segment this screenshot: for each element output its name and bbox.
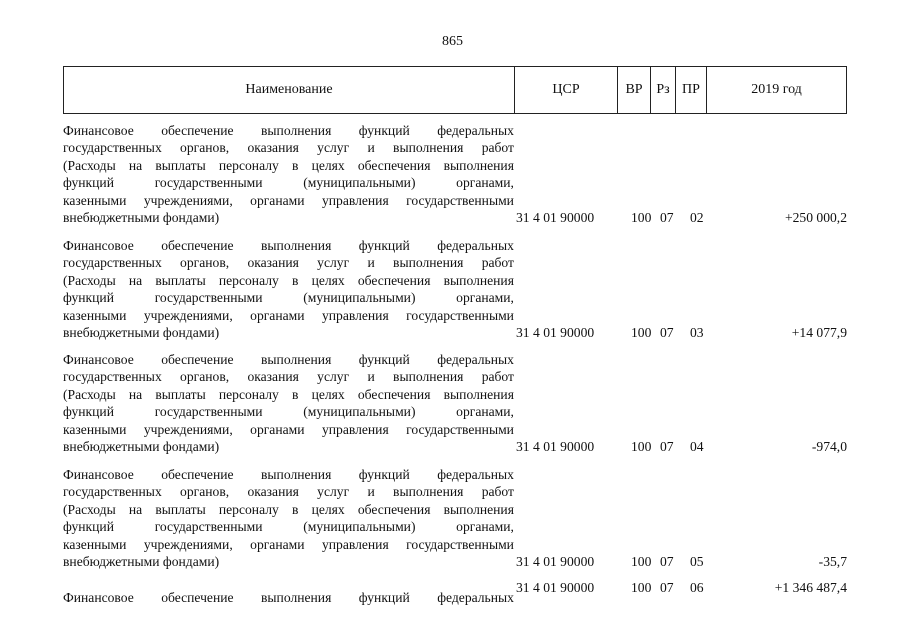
vr-code: 100	[631, 209, 652, 225]
pr-code: 03	[690, 324, 704, 340]
description-line: (Расходы на выплаты персоналу в целях обеспечения выполнения	[63, 501, 514, 517]
rz-code: 07	[660, 580, 674, 595]
description-line: внебюджетными фондами)	[63, 324, 220, 340]
rz-code: 07	[660, 438, 674, 454]
description-line: государственных органов, оказания услуг и выполнения работ	[63, 369, 514, 385]
description-line: (Расходы на выплаты персоналу в целях обеспечения выполнения	[63, 272, 514, 288]
description-line: Финансовое обеспечение выполнения функций федеральных	[63, 590, 514, 605]
amount-value: -974,0	[811, 438, 847, 454]
csr-code: 31 4 01 90000	[516, 209, 595, 225]
pr-code: 05	[690, 553, 704, 569]
row-codes	[63, 438, 847, 455]
rz-code: 07	[660, 209, 674, 225]
description-line: внебюджетными фондами)	[63, 553, 220, 569]
csr-code: 31 4 01 90000	[516, 553, 595, 569]
vr-code: 100	[631, 580, 652, 595]
description-line: Финансовое обеспечение выполнения функций федеральных	[63, 238, 514, 253]
row-codes	[63, 553, 847, 570]
rz-code: 07	[660, 553, 674, 569]
pr-code: 02	[690, 209, 704, 225]
amount-value: +250 000,2	[784, 209, 847, 225]
table-row	[63, 466, 847, 570]
vr-code: 100	[631, 553, 652, 569]
csr-code: 31 4 01 90000	[516, 438, 595, 454]
description-line: государственных органов, оказания услуг и выполнения работ	[63, 484, 514, 500]
pr-code: 06	[690, 580, 704, 595]
vr-code: 100	[631, 438, 652, 454]
header-rz: Рз	[651, 67, 676, 113]
csr-code: 31 4 01 90000	[516, 324, 595, 340]
pr-code: 04	[690, 438, 704, 454]
table-header	[63, 66, 847, 114]
description-line: государственных органов, оказания услуг и выполнения работ	[63, 255, 514, 271]
row-codes	[63, 209, 847, 226]
description-line: Финансовое обеспечение выполнения функций федеральных	[63, 467, 514, 482]
description-line: (Расходы на выплаты персоналу в целях обеспечения выполнения	[63, 157, 514, 173]
amount-value: -35,7	[818, 553, 847, 569]
table-row	[63, 237, 847, 341]
description-line: государственных органов, оказания услуг и выполнения работ	[63, 140, 514, 156]
header-csr: ЦСР	[515, 67, 618, 113]
header-vr: ВР	[618, 67, 651, 113]
description-line: функций государственными (муниципальными) органами,	[63, 404, 514, 420]
description-line: казенными учреждениями, органами управления государственными	[63, 192, 514, 208]
csr-code: 31 4 01 90000	[516, 580, 595, 595]
table-row	[63, 351, 847, 455]
header-year: 2019 год	[751, 82, 802, 97]
table-row	[63, 122, 847, 226]
description-line: внебюджетными фондами)	[63, 209, 220, 225]
description-line: казенными учреждениями, органами управления государственными	[63, 307, 514, 323]
description-line: Финансовое обеспечение выполнения функций федеральных	[63, 352, 514, 367]
description-line: Финансовое обеспечение выполнения функций федеральных	[63, 123, 514, 138]
description-line: казенными учреждениями, органами управления государственными	[63, 421, 514, 437]
header-name: Наименование	[64, 67, 515, 113]
rz-code: 07	[660, 324, 674, 340]
header-pr: ПР	[676, 67, 707, 113]
row-description	[63, 589, 514, 606]
description-line: функций государственными (муниципальными) органами,	[63, 175, 514, 191]
description-line: функций государственными (муниципальными) органами,	[63, 290, 514, 306]
description-line: функций государственными (муниципальными) органами,	[63, 519, 514, 535]
vr-code: 100	[631, 324, 652, 340]
row-codes	[63, 324, 847, 341]
description-line: внебюджетными фондами)	[63, 438, 220, 454]
amount-value: +1 346 487,4	[774, 580, 847, 595]
description-line: казенными учреждениями, органами управления государственными	[63, 536, 514, 552]
page-number: 865	[442, 34, 463, 49]
description-line: (Расходы на выплаты персоналу в целях обеспечения выполнения	[63, 386, 514, 402]
amount-value: +14 077,9	[791, 324, 847, 340]
